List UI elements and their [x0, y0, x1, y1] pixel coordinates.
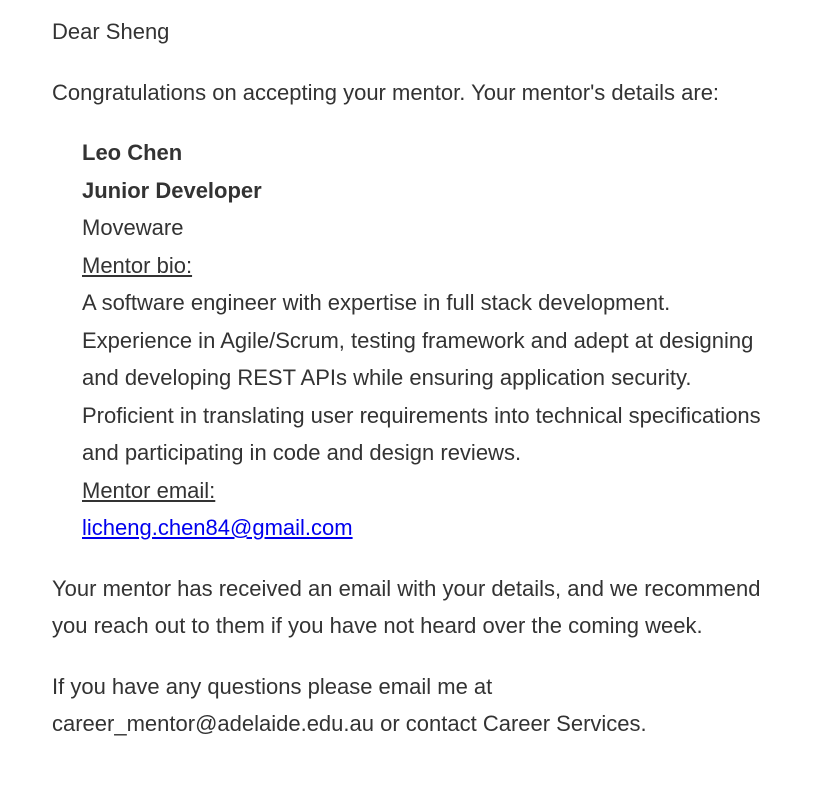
mentor-bio-label: Mentor bio:: [82, 252, 193, 278]
mentor-bio: A software engineer with expertise in full stack development. Experience in Agile/Scrum, testing framework and adept at designing and developing REST APIs while ensuring application security. Proficient in translating user requirements into technical specifications and participating in code and design reviews.: [82, 290, 761, 465]
greeting: Dear Sheng: [52, 19, 170, 44]
followup-paragraph: Your mentor has received an email with your details, and we recommend you reach out to them if you have not heard over the coming week.: [52, 575, 761, 638]
mentor-company: Moveware: [82, 215, 184, 240]
mentor-email-link[interactable]: licheng.chen84@gmail.com: [82, 515, 353, 540]
mentor-details: [82, 134, 782, 547]
intro-paragraph: Congratulations on accepting your mentor. Your mentor's details are:: [52, 79, 720, 105]
mentor-name: Leo Chen: [82, 140, 183, 165]
closing-paragraph: If you have any questions please email me at career_mentor@adelaide.edu.au or contact Career Services.: [52, 673, 647, 736]
mentor-title: Junior Developer: [82, 177, 262, 203]
mentor-email-label: Mentor email:: [82, 477, 216, 503]
